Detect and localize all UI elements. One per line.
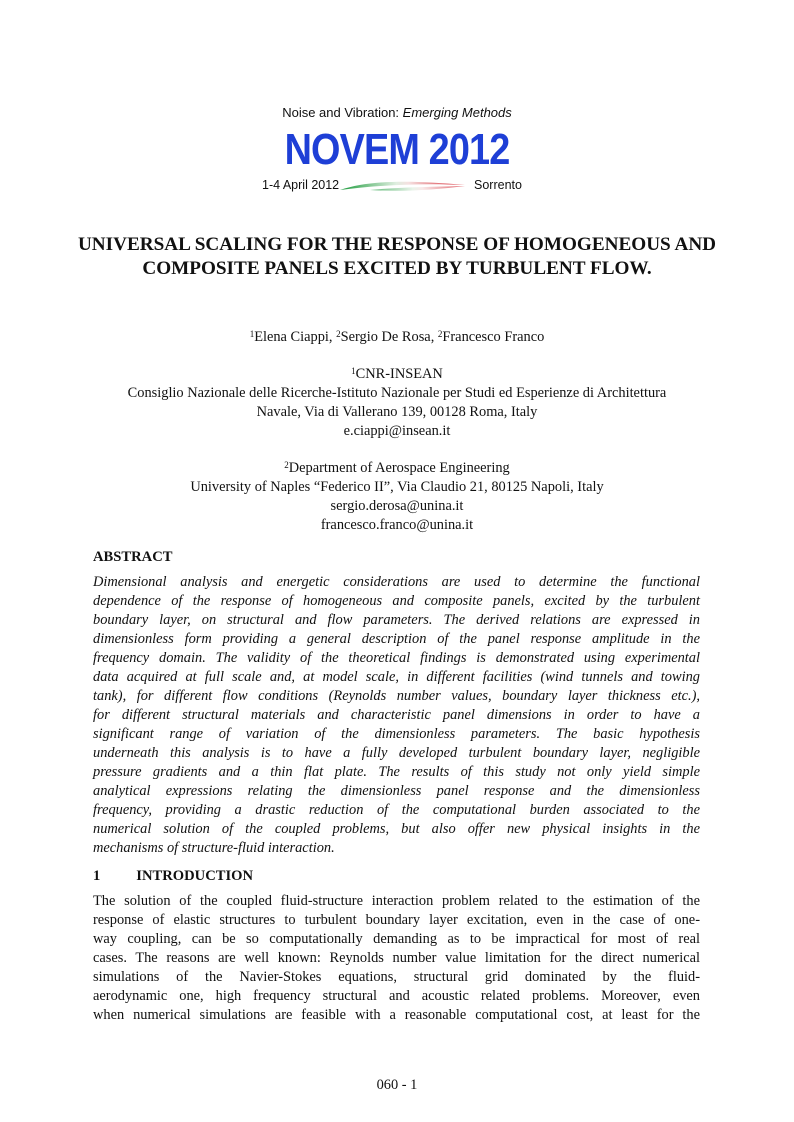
conference-tagline [0,105,794,120]
text-line: cases. The reasons are well known: Reynolds number value limitation for the direct numerical [93,950,700,966]
tagline-emphasis: Emerging Methods [402,105,512,120]
text-line: aerodynamic one, high frequency structural and acoustic related problems. Moreover, even [93,988,700,1004]
author-list [40,328,754,347]
text-line: simulations of the Navier-Stokes equations, structural grid dominated by the fluid- [93,969,700,985]
text-line: frequency domain. The validity of the theoretical findings is demonstrated using experimental [93,650,700,666]
affiliation2-line1: University of Naples “Federico II”, Via Claudio 21, 80125 Napoli, Italy [190,479,604,495]
affiliation-name: Department of Aerospace Engineering [288,460,510,476]
text-line: underneath this analysis is to have a fully developed turbulent boundary layer, negligible [93,745,700,761]
affiliation2-email2: francesco.franco@unina.it [320,517,474,533]
text-line: mechanisms of structure-fluid interaction. [93,840,335,856]
text-line: when numerical simulations are feasible with a reasonable computational cost, at least for the [93,1007,700,1023]
text-line: analytical expressions relating the dimensionless panel response and the dimensionless [93,783,700,799]
text-line: data acquired at full scale and, at model scale, in different facilities (wind tunnels and towing [93,669,700,685]
text-line: frequency, providing a drastic reduction of the computational burden associated to the [93,802,700,818]
author-name: Sergio De Rosa, [340,329,438,345]
text-line: The solution of the coupled fluid-structure interaction problem related to the estimation of the [93,893,700,909]
conference-date: 1-4 April 2012 [262,178,340,192]
text-line: dependence of the response of homogeneous and composite panels, excited by the turbulent [93,593,700,609]
paper-title: UNIVERSAL SCALING FOR THE RESPONSE OF HOMOGENEOUS AND COMPOSITE PANELS EXCITED BY TURBULENT FLOW. [77,234,717,279]
text-line: for different structural materials and characteristic panel dimensions in order to have a [93,707,700,723]
intro-heading [93,868,253,885]
conference-logo: NOVEM 2012 [284,125,510,174]
affiliation-sup: 1 [351,366,356,376]
conference-place: Sorrento [474,178,522,192]
section-title: INTRODUCTION [136,868,254,884]
text-line: Dimensional analysis and energetic considerations are used to determine the functional [93,574,700,590]
text-line: tank), for different flow conditions (Reynolds number values, boundary layer thickness etc.), [93,688,700,704]
text-line: response of elastic structures to turbulent boundary layer excitation, even in the case of one- [93,912,700,928]
section-number: 1 [93,868,101,884]
text-line: pressure gradients and a thin flat plate. The results of this study not only yield simple [93,764,700,780]
affiliation1-line1: Consiglio Nazionale delle Ricerche-Istituto Nazionale per Studi ed Esperienze di Architettura [127,385,667,401]
author-sup: 1 [249,329,255,339]
page-number: 060 - 1 [376,1077,418,1093]
tagline-prefix: Noise and Vibration: [282,105,403,120]
author-name: Elena Ciappi, [254,329,337,345]
intro-body [93,892,700,1025]
author-sup: 2 [437,329,443,339]
author-name: Francesco Franco [442,329,545,345]
abstract-heading: ABSTRACT [93,549,173,565]
text-line: significant range of variation of the dimensionless parameters. The basic hypothesis [93,726,700,742]
affiliation2-email1: sergio.derosa@unina.it [330,498,464,514]
text-line: dimensionless form providing a general description of the panel response amplitude in the [93,631,700,647]
author-sup: 2 [336,329,341,339]
affiliation1-line2: Navale, Via di Vallerano 139, 00128 Roma, Italy [256,404,538,420]
affiliation1-name-line [40,365,754,384]
text-line: way coupling, can be so computationally demanding as to be impractical for most of real [93,931,700,947]
text-line: boundary layer, on structural and flow parameters. The derived relations are expressed in [93,612,700,628]
text-line: numerical solution of the coupled problems, but also offer new physical insights in the [93,821,700,837]
affiliation1-email: e.ciappi@insean.it [343,423,451,439]
affiliation-sup: 2 [284,460,289,470]
affiliation-name: CNR-INSEAN [355,366,443,382]
affiliation2-name-line [40,459,754,478]
flag-swoosh-icon [340,178,465,194]
abstract-body [93,573,700,858]
